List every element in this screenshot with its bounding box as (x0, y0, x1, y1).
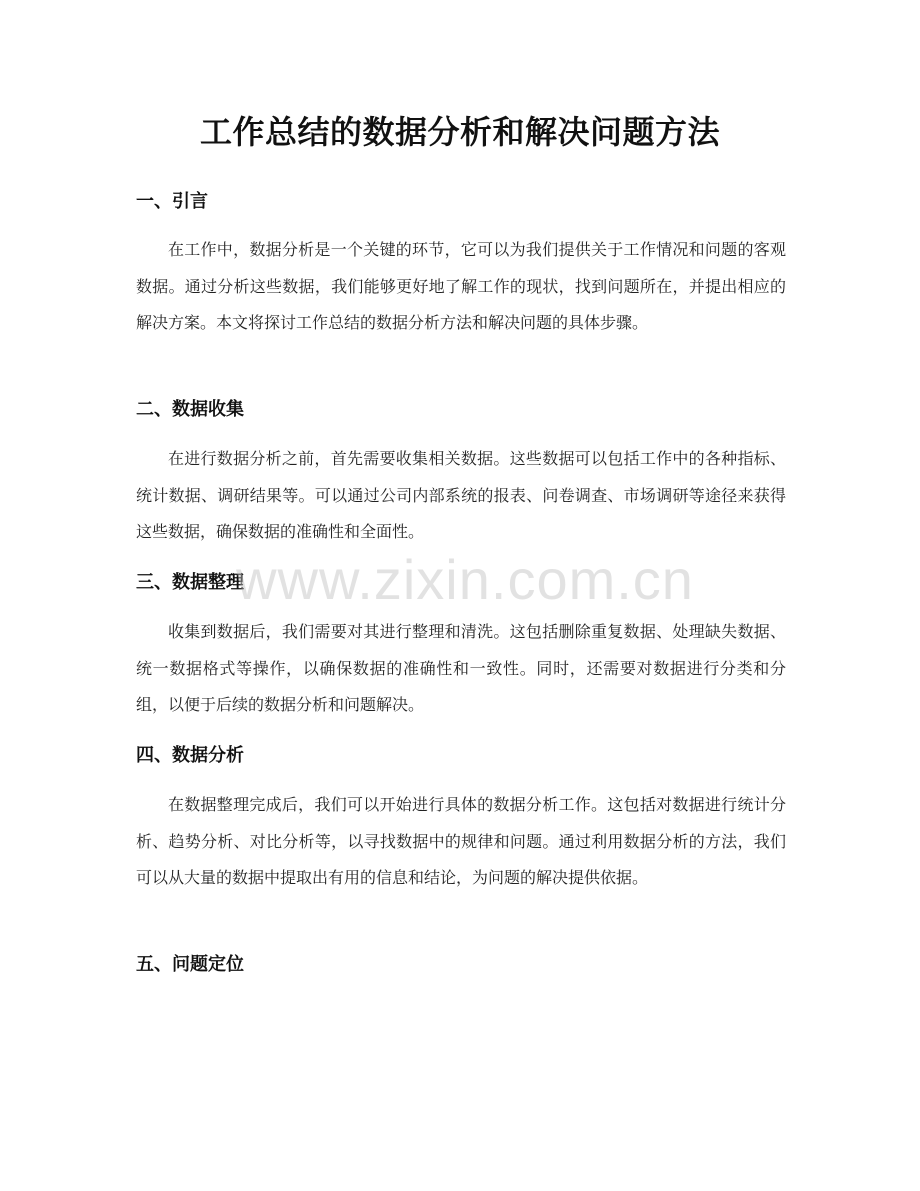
section-heading-data-collection: 二、数据收集 (136, 399, 244, 420)
document-title: 工作总结的数据分析和解决问题方法 (199, 113, 720, 151)
section-paragraph-data-collection: 在进行数据分析之前，首先需要收集相关数据。这些数据可以包括工作中的各种指标、统计数据、调研结果等。可以通过公司内部系统的报表、问卷调查、市场调研等途径来获得这些数据，确保数据的准确性和全面性。 (136, 449, 786, 541)
section-heading-data-analysis: 四、数据分析 (136, 745, 244, 766)
site-watermark: www.zixin.com.cn (236, 548, 694, 611)
section-paragraph-data-analysis: 在数据整理完成后，我们可以开始进行具体的数据分析工作。这包括对数据进行统计分析、趋势分析、对比分析等，以寻找数据中的规律和问题。通过利用数据分析的方法，我们可以从大量的数据中提取出有用的信息和结论，为问题的解决提供依据。 (136, 795, 786, 887)
section-paragraph-data-cleanup: 收集到数据后，我们需要对其进行整理和清洗。这包括删除重复数据、处理缺失数据、统一数据格式等操作，以确保数据的准确性和一致性。同时，还需要对数据进行分类和分组，以便于后续的数据分析和问题解决。 (136, 622, 786, 714)
section-heading-problem-location: 五、问题定位 (136, 954, 244, 975)
section-heading-data-cleanup: 三、数据整理 (136, 572, 244, 593)
section-heading-introduction: 一、引言 (136, 191, 208, 212)
section-paragraph-introduction: 在工作中，数据分析是一个关键的环节，它可以为我们提供关于工作情况和问题的客观数据。通过分析这些数据，我们能够更好地了解工作的现状，找到问题所在，并提出相应的解决方案。本文将探讨工作总结的数据分析方法和解决问题的具体步骤。 (136, 240, 786, 332)
